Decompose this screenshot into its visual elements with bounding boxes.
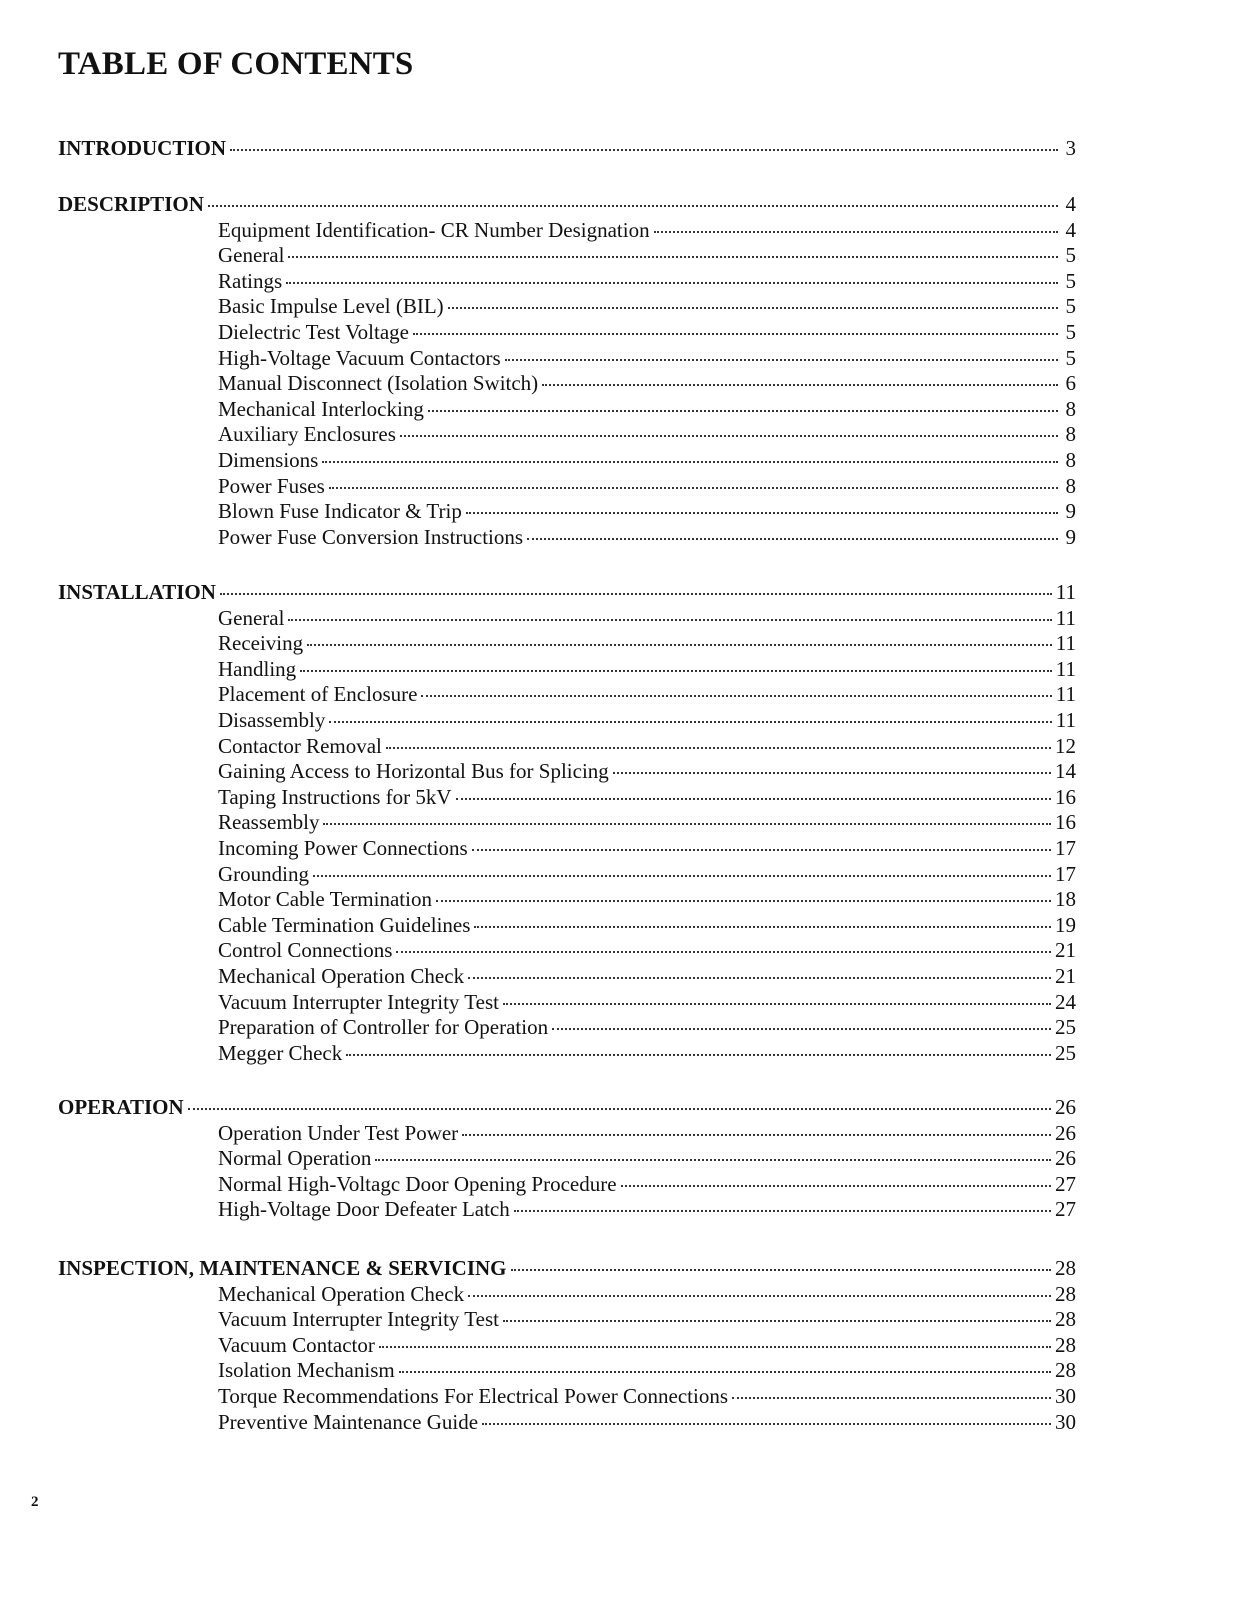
dot-leader [379,1345,1051,1348]
toc-entry[interactable] [218,474,1076,500]
toc-entry[interactable] [218,218,1076,244]
toc-entry[interactable] [218,836,1076,862]
toc-entry[interactable] [218,631,1076,657]
dot-leader [286,281,1058,284]
dot-leader [288,618,1051,621]
toc-section-heading[interactable] [58,1095,1076,1121]
toc-entry-page-number: 8 [1065,473,1076,498]
toc-entry[interactable] [218,1333,1076,1359]
toc-entry[interactable] [218,734,1076,760]
toc-entry[interactable] [218,448,1076,474]
toc-entry-page-number: 28 [1055,1307,1076,1332]
toc-entry-label: Disassembly [218,708,326,732]
toc-entry-label: Power Fuse Conversion Instructions [218,524,524,549]
toc-entry-label: Ratings [218,268,283,293]
dot-leader [654,230,1058,233]
dot-leader [300,669,1052,672]
toc-entry[interactable] [218,1015,1076,1041]
toc-entry-label: Isolation Mechanism [218,1358,395,1383]
toc-entry-page-number: 24 [1055,989,1076,1014]
toc-entry-page-number: 17 [1055,836,1076,860]
toc-entry-label: Cable Termination Guidelines [218,912,471,937]
toc-entry-label: Reassembly [218,810,320,835]
toc-entry[interactable] [218,1172,1076,1198]
toc-entry-label: Torque Recommendations For Electrical Power Connections [218,1384,728,1408]
toc-entry-label: Gaining Access to Horizontal Bus for Splicing [218,759,609,784]
toc-entry-page-number: 28 [1055,1256,1076,1280]
page-title: TABLE OF CONTENTS [58,46,414,82]
dot-leader [400,434,1058,437]
toc-entry-page-number: 28 [1055,1332,1076,1357]
toc-entry-page-number: 8 [1065,422,1076,447]
dot-leader [468,1294,1051,1297]
toc-entry[interactable] [218,525,1076,551]
dot-leader [552,1027,1051,1030]
toc-entry[interactable] [218,606,1076,632]
toc-entry-label: Receiving [218,631,304,656]
page-number: 2 [31,1494,39,1510]
toc-entry-page-number: 5 [1065,294,1076,319]
toc-entry-page-number: 28 [1055,1281,1076,1306]
dot-leader [288,255,1058,258]
toc-section-heading[interactable] [58,192,1076,218]
dot-leader [329,486,1058,489]
toc-entry-label: Equipment Identification- CR Number Designation [218,217,650,242]
toc-entry-page-number: 27 [1055,1171,1076,1196]
toc-entry[interactable] [218,913,1076,939]
toc-entry[interactable] [218,785,1076,811]
toc-entry[interactable] [218,657,1076,683]
toc-entry[interactable] [218,1121,1076,1147]
toc-entry-label: Power Fuses [218,473,325,498]
toc-entry-page-number: 12 [1055,733,1076,758]
toc-entry-page-number: 25 [1055,1040,1076,1065]
toc-entry-page-number: 11 [1055,631,1076,656]
toc-entry-label: Placement of Enclosure [218,682,418,707]
dot-leader [482,1422,1051,1425]
dot-leader [462,1133,1051,1136]
toc-entry[interactable] [218,810,1076,836]
dot-leader [448,306,1058,309]
toc-entry-label: Mechanical Operation Check [218,1281,465,1306]
toc-entry-label: High-Voltage Door Defeater Latch [218,1197,510,1222]
dot-leader [505,358,1058,361]
toc-entry-label: Taping Instructions for 5kV [218,784,452,809]
toc-entry-page-number: 16 [1055,784,1076,809]
toc-entry-label: Operation Under Test Power [218,1120,459,1145]
toc-entry[interactable] [218,243,1076,269]
toc-entry[interactable] [218,1197,1076,1223]
toc-entry-label: Blown Fuse Indicator & Trip [218,499,462,524]
dot-leader [468,976,1051,979]
toc-entry-page-number: 21 [1055,938,1076,963]
toc-entry-page-number: 6 [1065,371,1076,396]
toc-entry-page-number: 4 [1065,217,1076,242]
toc-entry[interactable] [218,1307,1076,1333]
toc-entry[interactable] [218,708,1076,734]
toc-entry[interactable] [218,320,1076,346]
toc-entry-label: Preparation of Controller for Operation [218,1015,549,1040]
toc-entry-page-number: 11 [1055,580,1076,604]
dot-leader [732,1396,1051,1399]
toc-entry-label: DESCRIPTION [58,192,204,216]
toc-entry[interactable] [218,1384,1076,1410]
toc-entry-page-number: 26 [1055,1120,1076,1145]
toc-section-heading[interactable] [58,136,1076,162]
toc-entry-label: Vacuum Contactor [218,1332,375,1357]
toc-entry-label: General [218,605,285,630]
toc-entry-label: INTRODUCTION [58,136,227,160]
toc-entry[interactable] [218,887,1076,913]
toc-entry-label: Preventive Maintenance Guide [218,1409,479,1434]
toc-entry-page-number: 5 [1065,268,1076,293]
dot-leader [511,1268,1052,1271]
toc-section-heading[interactable] [58,580,1076,606]
dot-leader [399,1370,1051,1373]
toc-entry-label: Basic Impulse Level (BIL) [218,294,444,319]
toc-entry-page-number: 14 [1055,759,1076,784]
toc-entry-label: Dielectric Test Voltage [218,320,409,344]
toc-entry-label: Manual Disconnect (Isolation Switch) [218,371,539,396]
dot-leader [542,383,1058,386]
dot-leader [428,409,1058,412]
dot-leader [421,694,1051,697]
dot-leader [386,746,1051,749]
dot-leader [613,771,1051,774]
toc-entry-label: Vacuum Interrupter Integrity Test [218,989,499,1014]
dot-leader [436,899,1051,902]
toc-entry-page-number: 8 [1065,396,1076,421]
toc-entry[interactable] [218,371,1076,397]
toc-entry-label: Incoming Power Connections [218,836,468,860]
dot-leader [208,204,1058,207]
toc-entry-label: Vacuum Interrupter Integrity Test [218,1307,499,1332]
dot-leader [503,1319,1051,1322]
toc-entry-page-number: 30 [1055,1409,1076,1434]
toc-entry[interactable] [218,1282,1076,1308]
toc-entry[interactable] [218,682,1076,708]
toc-entry-label: OPERATION [58,1095,184,1119]
toc-entry-page-number: 18 [1055,887,1076,912]
toc-entry-label: General [218,243,285,268]
toc-entry[interactable] [218,269,1076,295]
toc-entry-page-number: 25 [1055,1015,1076,1040]
dot-leader [188,1107,1051,1110]
toc-entry[interactable] [218,1358,1076,1384]
toc-entry-page-number: 9 [1065,524,1076,549]
dot-leader [307,643,1052,646]
dot-leader [230,148,1058,151]
toc-entry-label: Megger Check [218,1040,343,1065]
toc-entry-label: Contactor Removal [218,733,382,758]
toc-section-heading[interactable] [58,1256,1076,1282]
toc-entry-page-number: 5 [1065,345,1076,370]
toc-entry[interactable] [218,1146,1076,1172]
dot-leader [323,822,1051,825]
dot-leader [329,720,1051,723]
toc-entry-page-number: 5 [1065,243,1076,268]
dot-leader [313,874,1051,877]
toc-entry[interactable] [218,862,1076,888]
toc-entry-label: Normal Operation [218,1146,372,1171]
toc-entry[interactable] [218,759,1076,785]
toc-entry-page-number: 26 [1055,1095,1076,1119]
toc-entry-page-number: 11 [1055,682,1076,707]
toc-entry-page-number: 21 [1055,964,1076,988]
dot-leader [413,332,1058,335]
dot-leader [503,1002,1051,1005]
dot-leader [220,592,1052,595]
toc-entry-label: INSTALLATION [58,580,216,604]
toc-entry-page-number: 5 [1065,320,1076,344]
dot-leader [527,537,1058,540]
toc-entry-page-number: 28 [1055,1358,1076,1383]
toc-entry-page-number: 19 [1055,912,1076,937]
toc-entry-page-number: 30 [1055,1384,1076,1408]
toc-entry[interactable] [218,294,1076,320]
toc-entry-page-number: 11 [1055,708,1076,732]
toc-entry-page-number: 26 [1055,1146,1076,1171]
dot-leader [322,460,1058,463]
toc-entry-page-number: 17 [1055,861,1076,886]
toc-entry-page-number: 27 [1055,1197,1076,1222]
dot-leader [396,950,1051,953]
dot-leader [474,925,1051,928]
dot-leader [466,511,1058,514]
toc-entry[interactable] [218,346,1076,372]
toc-entry-label: High-Voltage Vacuum Contactors [218,345,501,370]
toc-entry[interactable] [218,397,1076,423]
toc-entry[interactable] [218,938,1076,964]
toc-entry-label: Mechanical Interlocking [218,396,424,421]
toc-entry-page-number: 11 [1055,656,1076,681]
toc-entry-label: Dimensions [218,448,319,472]
toc-entry-page-number: 8 [1065,448,1076,472]
dot-leader [456,797,1051,800]
toc-entry-label: Grounding [218,861,309,886]
toc-entry-label: Control Connections [218,938,393,963]
toc-entry[interactable] [218,422,1076,448]
dot-leader [472,848,1051,851]
toc-entry[interactable] [218,1410,1076,1436]
toc-entry-page-number: 16 [1055,810,1076,835]
toc-entry-page-number: 9 [1065,499,1076,524]
toc-entry-label: Normal High-Voltagc Door Opening Procedure [218,1171,617,1196]
toc-entry[interactable] [218,990,1076,1016]
dot-leader [514,1209,1051,1212]
toc-entry[interactable] [218,499,1076,525]
toc-entry[interactable] [218,1041,1076,1067]
toc-entry[interactable] [218,964,1076,990]
toc-entry-label: Motor Cable Termination [218,887,432,912]
dot-leader [621,1184,1051,1187]
toc-entry-label: Mechanical Operation Check [218,964,465,988]
toc-entry-page-number: 3 [1065,136,1076,160]
toc-entry-label: INSPECTION, MAINTENANCE & SERVICING [58,1256,507,1280]
dot-leader [375,1158,1051,1161]
toc-entry-page-number: 4 [1065,192,1076,216]
toc-entry-label: Auxiliary Enclosures [218,422,396,447]
toc-entry-page-number: 11 [1055,605,1076,630]
dot-leader [346,1053,1051,1056]
toc-entry-label: Handling [218,656,297,681]
